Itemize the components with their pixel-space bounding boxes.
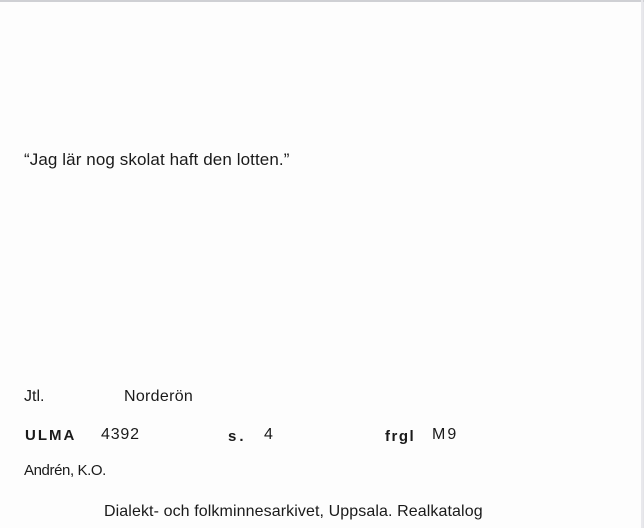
card-right-edge	[641, 0, 643, 528]
quote-text: “Jag lär nog skolat haft den lotten.”	[24, 150, 290, 169]
page-number: 4	[264, 426, 273, 443]
page-label: s.	[228, 428, 247, 445]
archive-label: ULMA	[25, 427, 77, 444]
region-label: Jtl.	[24, 388, 45, 405]
archive-footer: Dialekt- och folkminnesarkivet, Uppsala. Realkatalog	[104, 503, 483, 520]
archive-number: 4392	[101, 426, 140, 443]
informant-name: Andrén, K.O.	[24, 462, 106, 479]
question-code: M9	[432, 426, 459, 443]
place-name: Norderön	[124, 388, 194, 405]
card-top-edge	[0, 0, 644, 2]
question-label: frgl	[385, 428, 416, 445]
